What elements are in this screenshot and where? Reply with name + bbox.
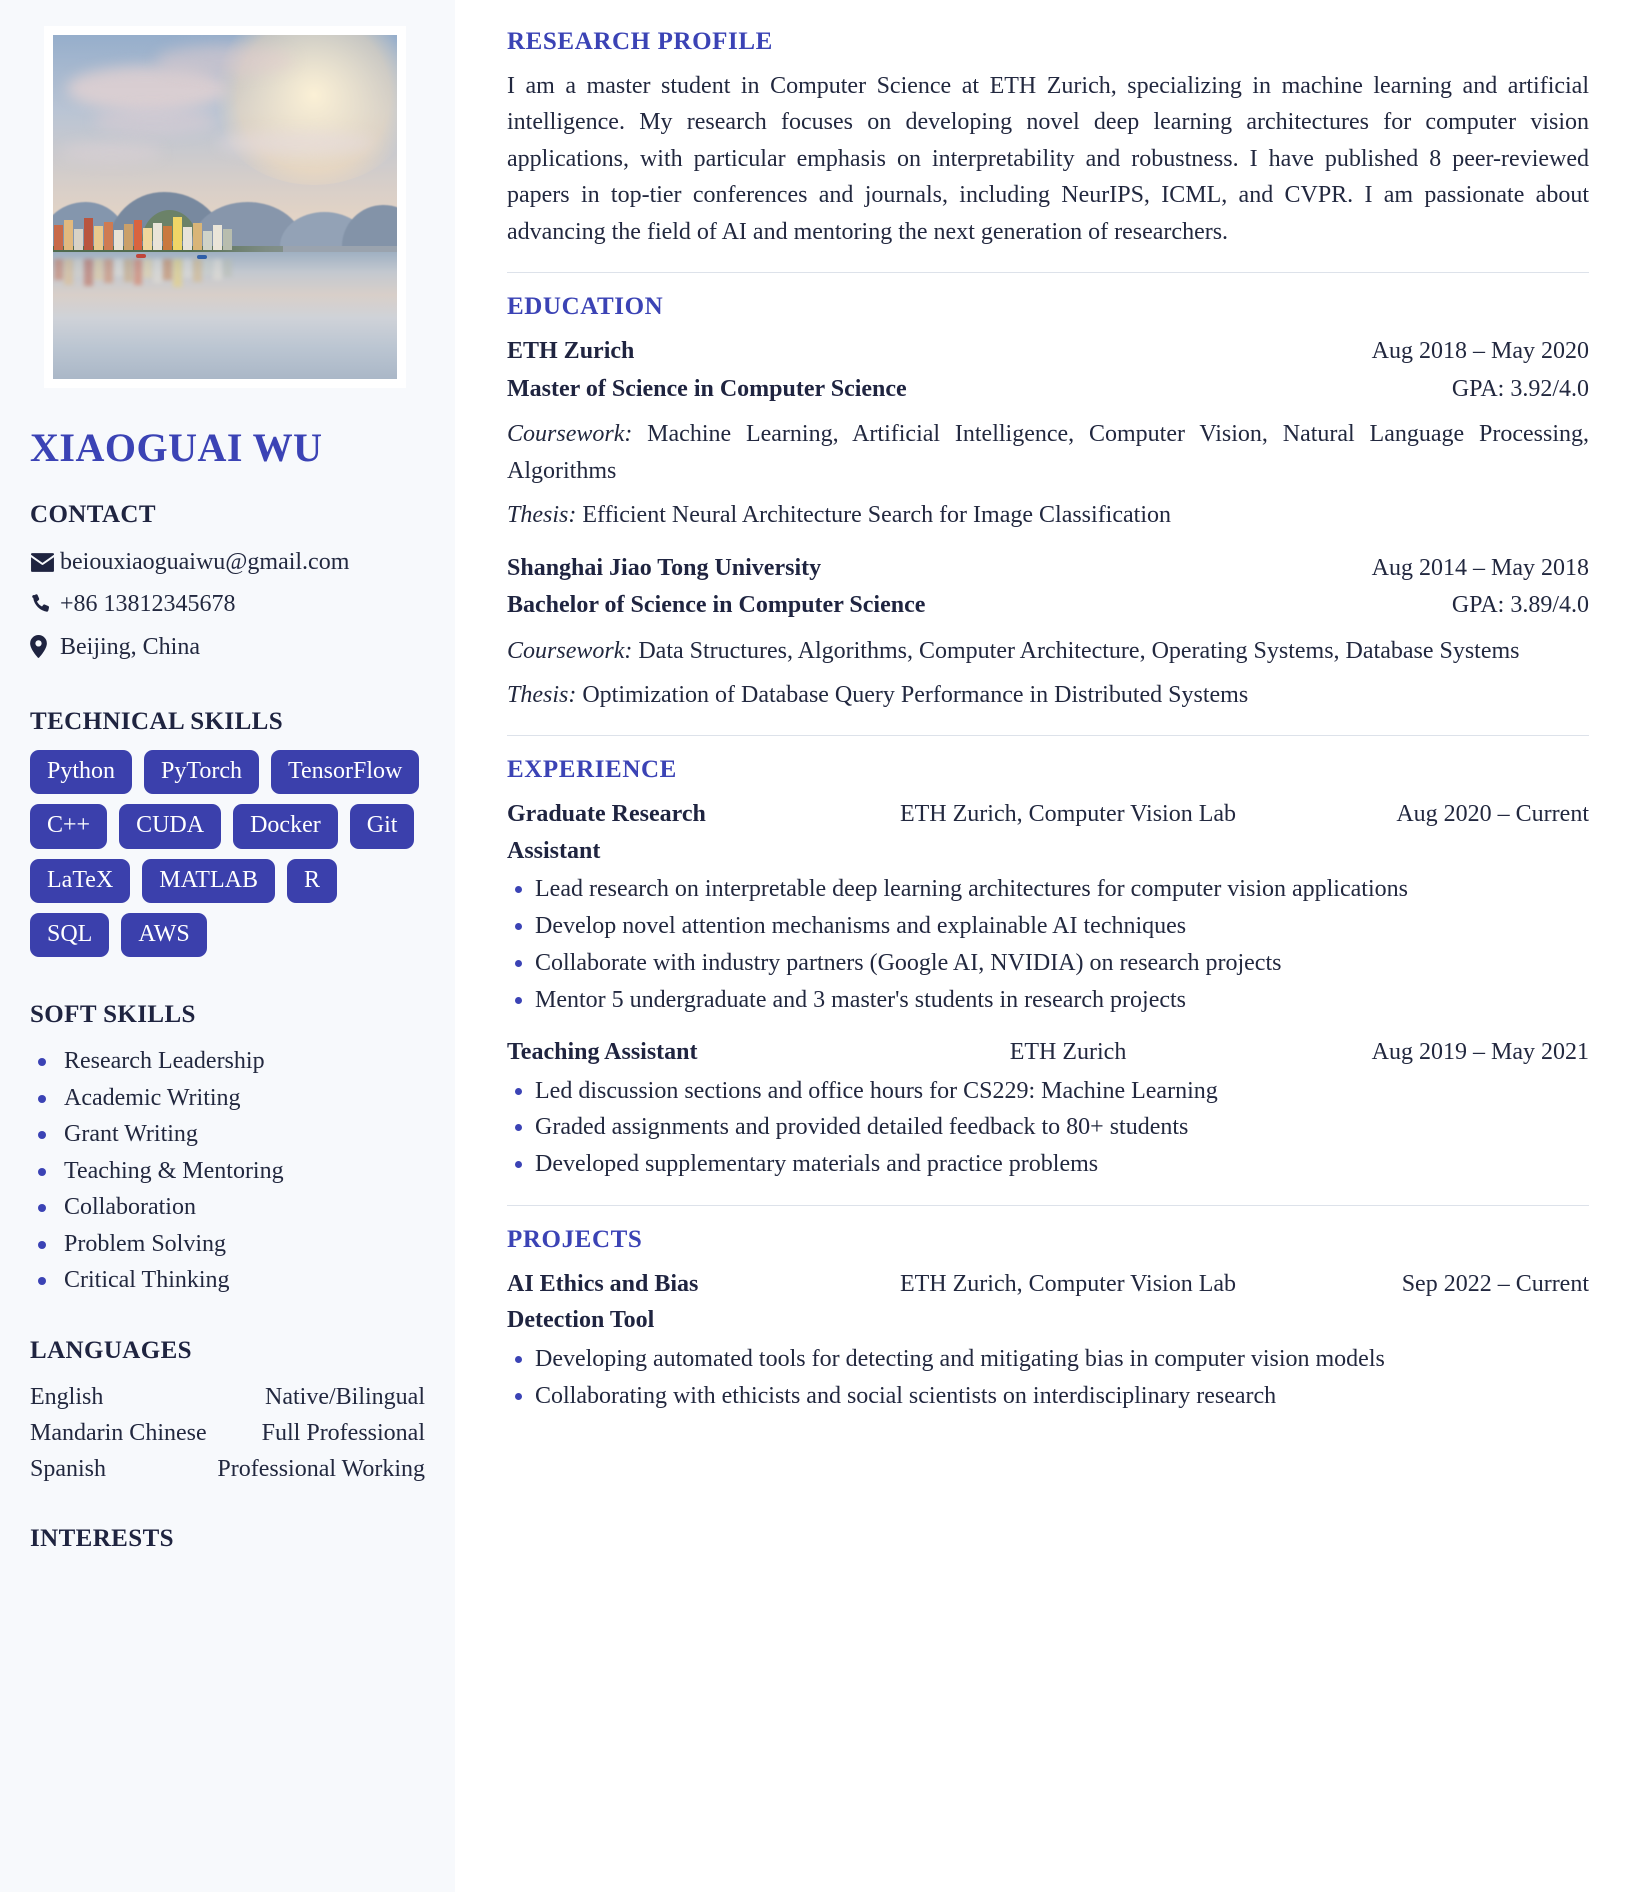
cloud	[156, 45, 294, 76]
contact-phone-value: +86 13812345678	[60, 591, 236, 618]
project-organization: ETH Zurich, Computer Vision Lab	[899, 1270, 1237, 1297]
skill-tag[interactable]: PyTorch	[144, 750, 259, 794]
contact-email[interactable]	[30, 543, 425, 581]
sidebar	[0, 0, 455, 1892]
contact-location[interactable]	[30, 628, 425, 666]
list-item: Developed supplementary materials and practice problems	[507, 1146, 1589, 1183]
envelope-icon	[30, 549, 60, 575]
skill-tag[interactable]: CUDA	[119, 804, 221, 848]
education-entry	[507, 550, 1589, 714]
skill-tag[interactable]: Docker	[233, 804, 338, 848]
job-title: Teaching Assistant	[507, 1039, 698, 1066]
thesis-line	[507, 677, 1589, 713]
list-item: Lead research on interpretable deep learning architectures for computer vision applications	[507, 871, 1589, 908]
skill-tag[interactable]: SQL	[30, 913, 109, 957]
interests-heading: INTERESTS	[30, 1524, 174, 1552]
skill-tag[interactable]: MATLAB	[142, 859, 275, 903]
experience-entry-header	[507, 1034, 1589, 1070]
language-name: Mandarin Chinese	[30, 1419, 207, 1446]
list-item: Academic Writing	[30, 1080, 425, 1116]
education-dates: Aug 2014 – May 2018	[1371, 554, 1589, 581]
section-experience	[507, 756, 1589, 1182]
degree-name: Bachelor of Science in Computer Science	[507, 592, 926, 619]
list-item: Led discussion sections and office hours for CS229: Machine Learning	[507, 1073, 1589, 1110]
section-education	[507, 293, 1589, 713]
gpa-value: GPA: 3.89/4.0	[1451, 592, 1589, 619]
language-name: Spanish	[30, 1455, 107, 1482]
spacer	[30, 963, 425, 1001]
spacer	[30, 1299, 425, 1337]
experience-heading: EXPERIENCE	[507, 756, 677, 784]
research-profile-text: I am a master student in Computer Science at ETH Zurich, specializing in machine learning and artificial intelligence. My research focuses on developing novel deep learning architectures for computer vision applications, with particular emphasis on interpretability and robustness. I have published 8 peer-reviewed papers in top-tier conferences and journals, including NeurIPS, ICML, and CVPR. I am passionate about advancing the field of AI and mentoring the next generation of researchers.	[507, 73, 1589, 245]
boat	[136, 254, 146, 258]
job-dates: Aug 2019 – May 2021	[1371, 1039, 1589, 1066]
list-item: Grant Writing	[30, 1116, 425, 1152]
phone-icon	[30, 592, 60, 618]
gpa-value: GPA: 3.92/4.0	[1451, 375, 1589, 402]
list-item: Developing automated tools for detecting and mitigating bias in computer vision models	[507, 1341, 1589, 1378]
water-reflection	[53, 259, 232, 290]
list-item: Teaching & Mentoring	[30, 1153, 425, 1189]
profile-photo-frame	[44, 26, 406, 388]
spacer	[30, 1487, 425, 1525]
experience-entry	[507, 796, 1589, 1018]
coursework-label: Coursework:	[507, 421, 633, 448]
education-heading: EDUCATION	[507, 293, 664, 321]
coursework-label: Coursework:	[507, 637, 633, 664]
skill-tag[interactable]: Git	[350, 804, 415, 848]
list-item: Mentor 5 undergraduate and 3 master's students in research projects	[507, 982, 1589, 1019]
projects-heading: PROJECTS	[507, 1225, 643, 1253]
mountain	[342, 205, 397, 246]
experience-entry	[507, 1034, 1589, 1183]
coursework-line	[507, 633, 1589, 669]
job-organization: ETH Zurich, Computer Vision Lab	[899, 801, 1237, 828]
spacer	[507, 1018, 1589, 1034]
languages-heading: LANGUAGES	[30, 1336, 192, 1364]
experience-entry-header	[507, 796, 1589, 869]
thesis-label: Thesis:	[507, 681, 577, 708]
experience-bullets	[507, 871, 1589, 1018]
language-level: Professional Working	[217, 1455, 425, 1482]
skill-tag[interactable]: Python	[30, 750, 132, 794]
contact-heading: CONTACT	[30, 501, 156, 528]
language-name: English	[30, 1383, 104, 1410]
list-item: Problem Solving	[30, 1226, 425, 1262]
thesis-value: Optimization of Database Query Performance in Distributed Systems	[582, 681, 1249, 708]
education-entry-subheader	[507, 371, 1589, 408]
project-bullets	[507, 1341, 1589, 1414]
coursework-value: Data Structures, Algorithms, Computer Architecture, Operating Systems, Database Systems	[638, 637, 1520, 664]
skill-tag[interactable]: R	[287, 859, 337, 903]
cloud	[60, 142, 163, 163]
coursework-line	[507, 416, 1589, 489]
skill-tag[interactable]: TensorFlow	[271, 750, 419, 794]
list-item: Critical Thinking	[30, 1262, 425, 1298]
list-item: Graded assignments and provided detailed feedback to 80+ students	[507, 1109, 1589, 1146]
job-title: Graduate Research Assistant	[507, 801, 706, 864]
school-name: Shanghai Jiao Tong University	[507, 554, 822, 581]
education-entry-header	[507, 333, 1589, 370]
project-entry	[507, 1266, 1589, 1414]
education-dates: Aug 2018 – May 2020	[1371, 338, 1589, 365]
profile-photo	[53, 35, 397, 379]
project-dates: Sep 2022 – Current	[1401, 1270, 1589, 1297]
list-item: Develop novel attention mechanisms and explainable AI techniques	[507, 908, 1589, 945]
waterfront-town	[53, 216, 232, 250]
education-entry-header	[507, 550, 1589, 587]
research-profile-heading: RESEARCH PROFILE	[507, 28, 773, 55]
education-entry	[507, 333, 1589, 533]
thesis-value: Efficient Neural Architecture Search for Image Classification	[582, 502, 1171, 529]
cloud	[94, 107, 214, 135]
main-column	[455, 0, 1637, 1892]
list-item: Collaborate with industry partners (Google AI, NVIDIA) on research projects	[507, 945, 1589, 982]
project-entry-header	[507, 1266, 1589, 1339]
boat	[197, 255, 207, 259]
section-divider	[507, 272, 1589, 273]
soft-skills-list	[30, 1043, 425, 1298]
job-dates: Aug 2020 – Current	[1396, 801, 1589, 828]
contact-phone[interactable]	[30, 585, 425, 623]
experience-bullets	[507, 1073, 1589, 1183]
list-item: Collaborating with ethicists and social scientists on interdisciplinary research	[507, 1378, 1589, 1415]
language-level: Native/Bilingual	[265, 1383, 425, 1410]
list-item: Collaboration	[30, 1189, 425, 1225]
education-entry-subheader	[507, 587, 1589, 624]
skill-tag[interactable]: C++	[30, 804, 107, 848]
map-pin-icon	[30, 634, 60, 660]
section-research-profile	[507, 28, 1589, 250]
skill-tag[interactable]: AWS	[121, 913, 206, 957]
project-title: AI Ethics and Bias Detection Tool	[507, 1270, 699, 1334]
contact-location-value: Beijing, China	[60, 633, 200, 660]
language-row	[30, 1451, 425, 1487]
language-row	[30, 1415, 425, 1451]
thesis-line	[507, 497, 1589, 533]
technical-skills-heading: TECHNICAL SKILLS	[30, 708, 284, 736]
spacer	[30, 670, 425, 708]
degree-name: Master of Science in Computer Science	[507, 375, 907, 402]
coursework-value: Machine Learning, Artificial Intelligence, Computer Vision, Natural Language Processing, Algorithms	[507, 421, 1589, 484]
language-row	[30, 1379, 425, 1415]
spacer	[507, 534, 1589, 550]
school-name: ETH Zurich	[507, 338, 635, 365]
section-projects	[507, 1226, 1589, 1414]
thesis-label: Thesis:	[507, 502, 577, 529]
technical-skills-tags	[30, 750, 425, 957]
page-title: XIAOGUAI WU	[30, 425, 323, 470]
section-divider	[507, 735, 1589, 736]
list-item: Research Leadership	[30, 1043, 425, 1079]
soft-skills-heading: SOFT SKILLS	[30, 1001, 196, 1029]
contact-email-value: beiouxiaoguaiwu@gmail.com	[60, 549, 350, 575]
skill-tag[interactable]: LaTeX	[30, 859, 130, 903]
job-organization: ETH Zurich	[1009, 1039, 1127, 1066]
section-divider	[507, 1205, 1589, 1206]
language-level: Full Professional	[261, 1419, 425, 1446]
